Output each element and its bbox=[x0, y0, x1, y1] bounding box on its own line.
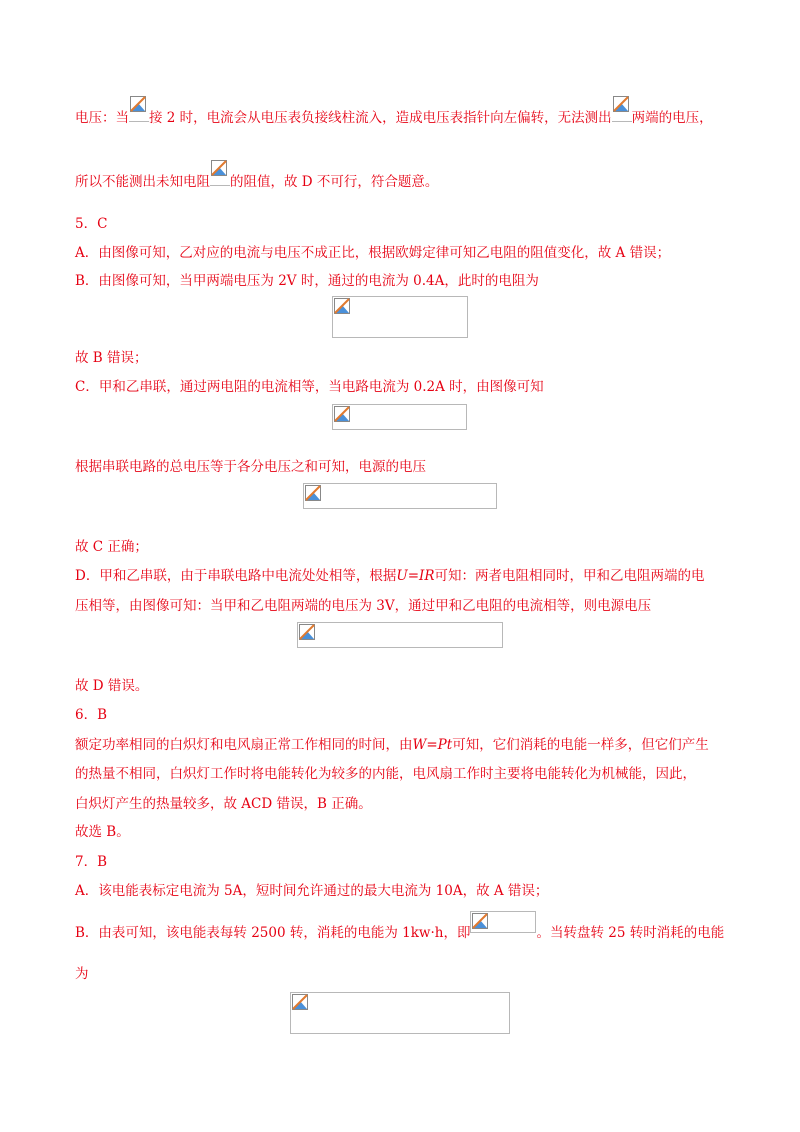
text-line: 白炽灯产生的热量较多，故 ACD 错误，B 正确。 bbox=[75, 796, 372, 812]
text-line bbox=[75, 923, 724, 943]
broken-image-icon bbox=[130, 96, 146, 112]
text-line: A．该电能表标定电流为 5A，短时间允许通过的最大电流为 10A，故 A 错误； bbox=[75, 883, 549, 899]
broken-image-inline bbox=[612, 108, 632, 128]
formula-text: U=IR bbox=[396, 568, 435, 584]
broken-image-icon bbox=[334, 406, 350, 422]
formula-image bbox=[290, 992, 510, 1034]
text: 接 2 时，电流会从电压表负接线柱流入，造成电压表指针向左偏转，无法测出 bbox=[149, 110, 612, 126]
text-line bbox=[75, 108, 713, 128]
text: 。当转盘转 25 转时消耗的电能 bbox=[536, 925, 725, 941]
broken-image-icon bbox=[334, 298, 350, 314]
broken-image-inline bbox=[210, 172, 230, 192]
text: 的阻值，故 D 不可行，符合题意。 bbox=[230, 174, 439, 190]
question-number: 7．B bbox=[75, 854, 108, 870]
text-line bbox=[75, 566, 705, 586]
text-line: 为 bbox=[75, 966, 89, 982]
text: 所以不能测出未知电阻 bbox=[75, 174, 210, 190]
text-line: 的热量不相同，白炽灯工作时将电能转化为较多的内能，电风扇工作时主要将电能转化为机械能，因此， bbox=[75, 766, 696, 782]
formula-image bbox=[297, 622, 503, 648]
text-line: 故选 B。 bbox=[75, 824, 130, 840]
text: B．由表可知，该电能表每转 2500 转，消耗的电能为 1kw·h，即 bbox=[75, 925, 471, 941]
text-line: 根据串联电路的总电压等于各分电压之和可知，电源的电压 bbox=[75, 459, 426, 475]
broken-image-icon bbox=[472, 913, 488, 929]
broken-image-icon bbox=[299, 624, 315, 640]
text-line: A．由图像可知，乙对应的电流与电压不成正比，根据欧姆定律可知乙电阻的阻值变化，故 A 错误； bbox=[75, 245, 671, 261]
text-line: B．由图像可知，当甲两端电压为 2V 时，通过的电流为 0.4A，此时的电阻为 bbox=[75, 273, 539, 289]
broken-image-inline bbox=[129, 108, 149, 128]
text-line: 压相等，由图像可知：当甲和乙电阻两端的电压为 3V，通过甲和乙电阻的电流相等，则电源电压 bbox=[75, 598, 652, 614]
broken-image-icon bbox=[211, 160, 227, 176]
text-line bbox=[75, 172, 438, 192]
question-number: 6．B bbox=[75, 707, 108, 723]
text-line: 故 B 错误； bbox=[75, 350, 148, 366]
text-line: 故 D 错误。 bbox=[75, 678, 149, 694]
broken-image-icon bbox=[613, 96, 629, 112]
question-number: 5．C bbox=[75, 216, 108, 232]
text: 可知：两者电阻相同时，甲和乙电阻两端的电 bbox=[434, 568, 705, 584]
text-line: 故 C 正确； bbox=[75, 539, 148, 555]
text-line: C．甲和乙串联，通过两电阻的电流相等，当电路电流为 0.2A 时，由图像可知 bbox=[75, 379, 544, 395]
broken-image-icon bbox=[292, 994, 308, 1010]
formula-text: W=Pt bbox=[412, 737, 453, 753]
broken-image-icon bbox=[305, 485, 321, 501]
formula-image bbox=[332, 296, 468, 338]
text: 额定功率相同的白炽灯和电风扇正常工作相同的时间，由 bbox=[75, 737, 413, 753]
text: 两端的电压， bbox=[631, 110, 713, 126]
formula-image bbox=[303, 483, 497, 509]
text: D．甲和乙串联，由于串联电路中电流处处相等，根据 bbox=[75, 568, 397, 584]
text: 可知，它们消耗的电能一样多，但它们产生 bbox=[452, 737, 709, 753]
text-line bbox=[75, 735, 709, 755]
formula-image bbox=[332, 404, 467, 430]
text: 电压：当 bbox=[75, 110, 129, 126]
formula-image-inline bbox=[470, 923, 536, 943]
